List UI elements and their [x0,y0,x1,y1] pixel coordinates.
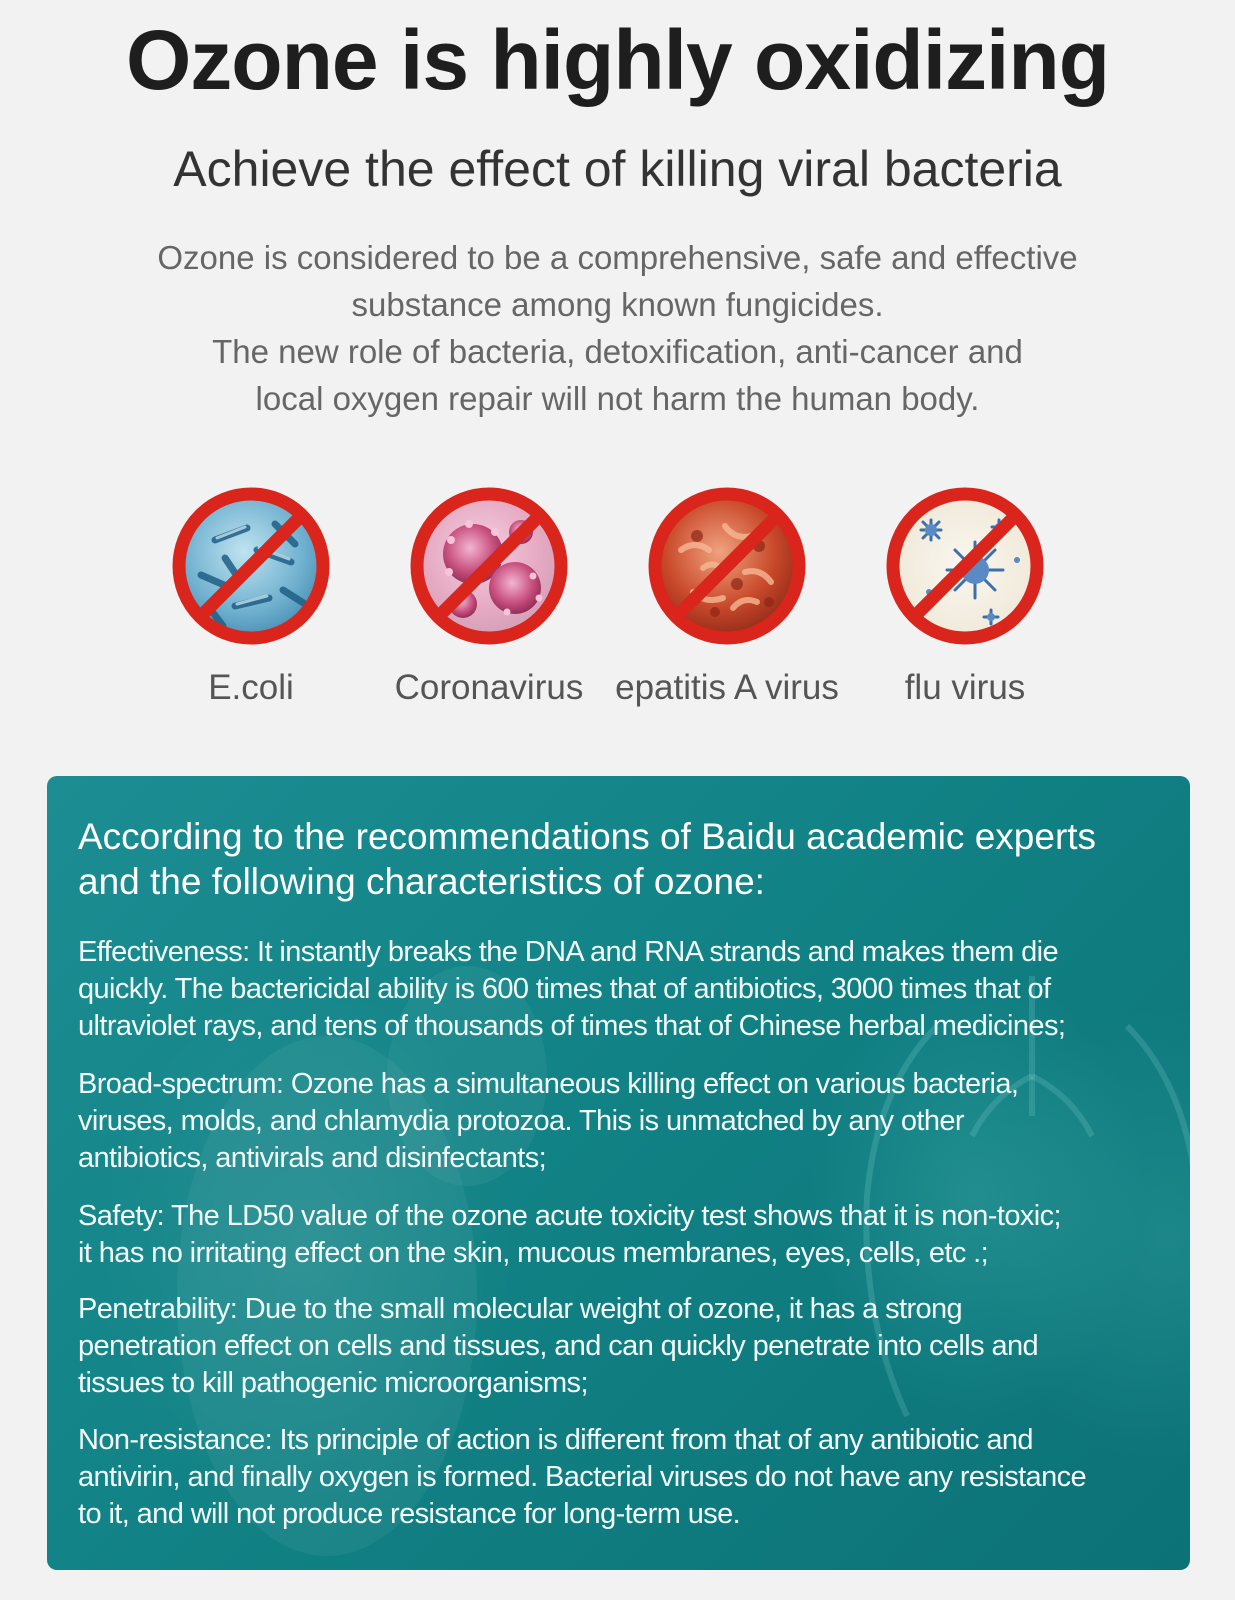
pathogen-label: Coronavirus [394,668,584,707]
intro-line: The new role of bacteria, detoxification, anti-cancer and [212,333,1023,370]
characteristic-line: it has no irritating effect on the skin, mucous membranes, eyes, cells, etc .; [78,1237,989,1269]
characteristic-line: Non-resistance: Its principle of action is different from that of any antibiotic and [78,1424,1033,1456]
characteristic-line: to it, and will not produce resistance for long-term use. [78,1498,741,1530]
characteristic-penetrability [78,1291,1178,1402]
pathogen-label: epatitis A virus [615,668,839,707]
characteristic-broad-spectrum [78,1066,1178,1177]
characteristic-safety [78,1198,1178,1272]
pathogen-list [0,480,1235,720]
intro-text [0,234,1235,422]
characteristic-line: antivirin, and finally oxygen is formed. Bacterial viruses do not have any resistance [78,1461,1087,1493]
hepatitis-a-virus-prohibited-icon [641,480,813,652]
characteristic-line: tissues to kill pathogenic microorganisms; [78,1367,588,1399]
pathogen-item [131,480,371,708]
panel-heading-line: According to the recommendations of Baidu academic experts [78,816,1097,857]
e-coli-prohibited-icon [165,480,337,652]
pathogen-item [845,480,1085,708]
pathogen-item [607,480,847,708]
intro-line: substance among known fungicides. [351,286,884,323]
intro-line: local oxygen repair will not harm the human body. [255,380,980,417]
page-subtitle: Achieve the effect of killing viral bacteria [173,141,1062,197]
characteristic-line: viruses, molds, and chlamydia protozoa. This is unmatched by any other [78,1105,964,1137]
page-title: Ozone is highly oxidizing [125,13,1110,107]
characteristic-line: Broad-spectrum: Ozone has a simultaneous killing effect on various bacteria, [78,1068,1019,1100]
characteristic-line: Penetrability: Due to the small molecular weight of ozone, it has a strong [78,1293,963,1325]
panel-heading-line: and the following characteristics of ozone: [78,861,765,902]
characteristic-line: quickly. The bactericidal ability is 600 times that of antibiotics, 3000 times that of [78,973,1051,1005]
characteristic-non-resistance [78,1422,1178,1533]
pathogen-label: flu virus [904,668,1026,707]
flu-virus-prohibited-icon [879,480,1051,652]
characteristic-effectiveness [78,934,1178,1045]
ozone-characteristics-panel [47,776,1190,1570]
intro-line: Ozone is considered to be a comprehensive, safe and effective [157,239,1078,276]
characteristic-line: Effectiveness: It instantly breaks the DNA and RNA strands and makes them die [78,936,1059,968]
characteristic-line: Safety: The LD50 value of the ozone acute toxicity test shows that it is non-toxic; [78,1200,1061,1232]
coronavirus-prohibited-icon [403,480,575,652]
pathogen-item [369,480,609,708]
pathogen-label: E.coli [208,668,294,707]
characteristic-line: ultraviolet rays, and tens of thousands of times that of Chinese herbal medicines; [78,1010,1066,1042]
characteristic-line: penetration effect on cells and tissues, and can quickly penetrate into cells and [78,1330,1039,1362]
panel-heading [78,814,1178,904]
characteristic-line: antibiotics, antivirals and disinfectants; [78,1142,547,1174]
